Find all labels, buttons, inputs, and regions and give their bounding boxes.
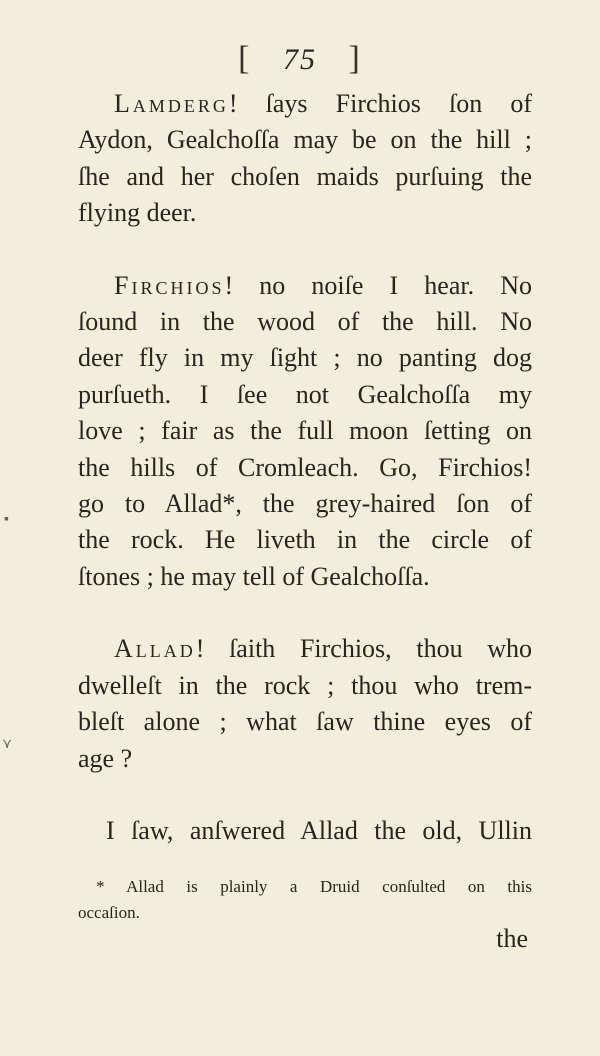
text-line: I ſaw, anſwered Allad the old, Ullin <box>106 815 532 845</box>
text-line: the rock. He liveth in the circle of <box>78 525 532 555</box>
paragraph-firchios <box>78 268 532 596</box>
footnote-line: occaſion. <box>78 903 140 922</box>
paragraph-lamderg <box>78 86 532 232</box>
margin-mark: ▪ <box>4 512 9 527</box>
text-line: deer fly in my ſight ; no panting dog <box>78 343 532 373</box>
page-header <box>0 40 600 78</box>
speaker-name: Allad <box>114 634 196 664</box>
text-line: Firchios! no noiſe I hear. No <box>114 270 532 300</box>
text-line: love ; fair as the full moon ſetting on <box>78 416 532 446</box>
text-line: flying deer. <box>78 198 197 228</box>
catchword: the <box>496 924 528 953</box>
text-line: ſtones ; he may tell of Gealchoſſa. <box>78 561 430 591</box>
text-line: purſueth. I ſee not Gealchoſſa my <box>78 379 532 409</box>
speaker-name: Lamderg <box>114 89 229 118</box>
text-line: dwelleſt in the rock ; thou who trem- <box>78 670 532 700</box>
margin-mark: ⋎ <box>2 737 13 752</box>
footnote-line: * Allad is plainly a Druid conſulted on this <box>96 877 532 896</box>
page-number: 75 <box>283 43 317 76</box>
footnote <box>78 874 532 926</box>
paragraph-answer <box>78 813 532 849</box>
text-line: Allad! ſaith Firchios, thou who <box>114 634 532 664</box>
text-line: go to Allad*, the grey-haired ſon of <box>78 489 532 519</box>
paragraph-allad <box>78 631 532 777</box>
text-line: the hills of Cromleach. Go, Firchios! <box>78 452 532 482</box>
bracket-open: [ <box>238 40 252 77</box>
speaker-name: Firchios <box>114 270 225 300</box>
text-line: ſhe and her choſen maids purſuing the <box>78 161 532 191</box>
text-line: ſound in the wood of the hill. No <box>78 307 532 337</box>
body-text <box>78 86 532 849</box>
text-line: Lamderg! ſays Firchios ſon of <box>114 89 532 118</box>
text-line: age ? <box>78 743 133 773</box>
text-line: Aydon, Gealchoſſa may be on the hill ; <box>78 125 532 155</box>
bracket-close: ] <box>348 40 362 77</box>
text-line: bleſt alone ; what ſaw thine eyes of <box>78 707 532 737</box>
